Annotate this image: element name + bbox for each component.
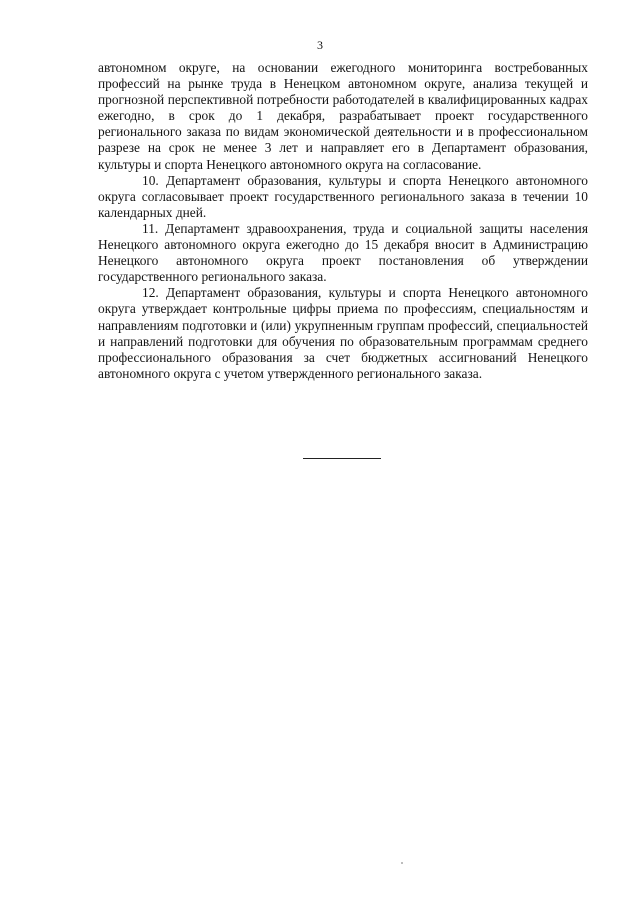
document-body	[98, 60, 588, 382]
paragraph-item-12: 12. Департамент образования, культуры и спорта Ненецкого автономного округа утверждает контрольные цифры приема по профессиям, специальностям и направлениям подготовки и (или) укрупненным группам профессий, специальностей и направлений подготовки для обучения по образовательным программам среднего профессионального образования за счет бюджетных ассигнований Ненецкого автономного округа с учетом утвержденного регионального заказа.	[98, 285, 588, 381]
page-number: 3	[317, 38, 323, 52]
scan-speck	[401, 862, 403, 864]
end-separator-line	[303, 458, 381, 459]
paragraph-item-10: 10. Департамент образования, культуры и спорта Ненецкого автономного округа согласовывает проект государственного регионального заказа в течении 10 календарных дней.	[98, 172, 588, 220]
paragraph-continuation: автономном округе, на основании ежегодного мониторинга востребованных профессий на рынке труда в Ненецком автономном округе, анализа текущей и прогнозной перспективной потребности работодателей в квалифицированных кадрах ежегодно, в срок до 1 декабря, разрабатывает проект государственного регионального заказа по видам экономической деятельности и в профессиональном разрезе на срок не менее 3 лет и направляет его в Департамент образования, культуры и спорта Ненецкого автономного округа на согласование.	[98, 60, 588, 172]
paragraph-item-11: 11. Департамент здравоохранения, труда и социальной защиты населения Ненецкого автономного округа ежегодно до 15 декабря вносит в Администрацию Ненецкого автономного округа проект постановления об утверждении государственного регионального заказа.	[98, 220, 588, 285]
